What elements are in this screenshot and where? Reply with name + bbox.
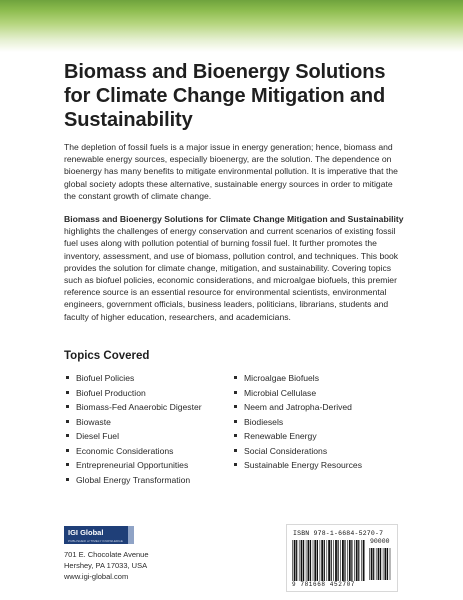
description-body: highlights the challenges of energy conservation and current scenarios of existing fossil fuel uses along with pollution potential of burning fossil fuel. It further promotes the inventory, assessment, and use of biomass, pollution control, and techniques. This book provides the solution for climate change, mitigation, and sustainability. Covering topics such as biofuel policies, economic considerations, and microalgae biofuels, this premier reference source is an essential resource for environmental scientists, environmental engineers, government officials, business leaders, politicians, librarians, students and faculty of higher education, researchers, and academicians. [64,226,399,322]
isbn-barcode [286,524,398,592]
topic-item: Biowaste [64,415,224,430]
topic-item: Biofuel Policies [64,371,224,386]
address-line-2: Hershey, PA 17033, USA [64,561,148,570]
barcode-addon-bars [369,548,393,580]
barcode-bar [378,548,380,580]
barcode-bar [373,548,374,580]
topics-list-left [64,371,224,487]
barcode-bar [294,540,296,581]
barcode-bar [383,548,384,580]
topic-item: Economic Considerations [64,444,224,459]
topic-item: Sustainable Energy Resources [232,458,402,473]
ean-digits-text: 9 781668 452707 [292,581,356,588]
barcode-bar [349,540,351,581]
publisher-logo-text: IGI Global [68,528,104,537]
barcode-bar [371,548,373,580]
description-paragraph [64,213,404,323]
barcode-bar [335,540,337,581]
topic-item: Biofuel Production [64,386,224,401]
barcode-bar [358,540,359,581]
topics-heading: Topics Covered [64,350,150,362]
topic-item: Diesel Fuel [64,429,224,444]
topic-item: Neem and Jatropha-Derived [232,400,402,415]
barcode-bar [320,540,321,581]
barcode-bar [303,540,304,581]
barcode-bar [354,540,355,581]
barcode-bar [376,548,377,580]
barcode-bar [306,540,307,581]
barcode-bar [301,540,303,581]
barcode-ean-bars [292,540,366,581]
barcode-bar [385,548,387,580]
topic-item: Social Considerations [232,444,402,459]
barcode-bar [313,540,314,581]
barcode-bar [344,540,345,581]
barcode-bar [331,540,332,581]
logo-accent-bar [128,526,134,544]
barcode-bar [356,540,358,581]
barcode-bar [308,540,310,581]
barcode-bar [347,540,348,581]
barcode-bar [380,548,381,580]
book-title: Biomass and Bioenergy Solutions for Climate Change Mitigation and Sustainability [64,61,386,131]
barcode-bar [390,548,391,580]
barcode-bar [338,540,339,581]
topic-item-continuation: Biodiesels [232,415,402,430]
publisher-website: www.igi-global.com [64,572,129,581]
barcode-bar [340,540,341,581]
barcode-bar [361,540,362,581]
topic-item: Renewable Energy [232,429,402,444]
barcode-bar [296,540,297,581]
barcode-bar [292,540,293,581]
barcode-bar [314,540,316,581]
barcode-bar [321,540,323,581]
topic-item: Global Energy Transformation [64,473,224,488]
topics-list-right [232,371,402,473]
barcode-bar [328,540,330,581]
description-book-title: Biomass and Bioenergy Solutions for Climate Change Mitigation and Sustainability [64,214,404,224]
intro-paragraph: The depletion of fossil fuels is a major issue in energy generation; hence, biomass and renewable energy sources, especially bioenergy, are the solution. The dependence on bioenergy has many benefits to mitigate environmental pollution. It is imperative that the global society adopts these alternative, sustainable energy sources in order to mitigate the constant growth of climate change. [64,142,398,201]
price-code-text: 90000 [370,538,390,545]
topic-item: Biomass-Fed Anaerobic Digester [64,400,224,415]
barcode-bar [363,540,365,581]
publisher-address [64,549,149,582]
barcode-bar [342,540,344,581]
barcode-bar [324,540,325,581]
barcode-bar [299,540,300,581]
barcode-bar [351,540,352,581]
publisher-logo-tagline: PUBLISHER of TIMELY KNOWLEDGE [68,539,123,543]
topic-item: Entrepreneurial Opportunities [64,458,224,473]
address-line-1: 701 E. Chocolate Avenue [64,550,149,559]
topic-item: Microalgae Biofuels [232,371,402,386]
topic-item: Microbial Cellulase [232,386,402,401]
barcode-bar [317,540,318,581]
barcode-bar [369,548,370,580]
barcode-bar [387,548,388,580]
isbn-text: ISBN 978-1-6684-5270-7 [293,530,384,537]
barcode-bar [333,540,334,581]
publisher-logo [64,526,134,544]
barcode-bar [327,540,328,581]
barcode-bar [310,540,311,581]
